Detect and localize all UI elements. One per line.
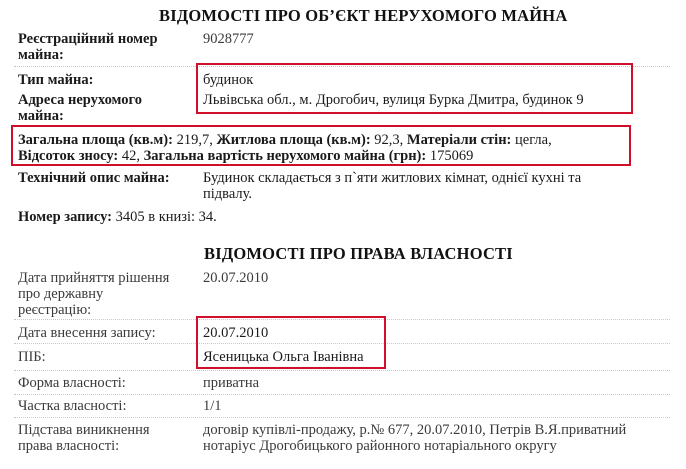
ownership-form-label: Форма власності: bbox=[18, 375, 126, 391]
living-area-value: 92,3, bbox=[374, 132, 404, 148]
entry-date-label: Дата внесення запису: bbox=[18, 325, 156, 341]
decision-date-value: 20.07.2010 bbox=[203, 270, 269, 286]
entry-date-value: 20.07.2010 bbox=[203, 325, 269, 341]
property-type-label: Тип майна: bbox=[18, 72, 94, 88]
reg-number-label-cont: майна: bbox=[18, 47, 64, 63]
tech-desc-label: Технічний опис майна: bbox=[18, 170, 170, 186]
ownership-share-value: 1/1 bbox=[203, 398, 222, 414]
address-value: Львівська обл., м. Дрогобич, вулиця Бурка Дмитра, будинок 9 bbox=[203, 92, 584, 108]
property-type-value: будинок bbox=[203, 72, 254, 88]
address-label-cont: майна: bbox=[18, 108, 64, 124]
row-divider bbox=[14, 417, 670, 418]
record-number-value: 3405 в книзі: 34. bbox=[115, 209, 217, 225]
ownership-form-value: приватна bbox=[203, 375, 260, 391]
record-number-label: Номер запису: bbox=[18, 209, 112, 225]
decision-date-label: Дата прийняття рішення bbox=[18, 270, 170, 286]
total-area-label: Загальна площа (кв.м): bbox=[18, 132, 173, 148]
decision-date-label-cont: про державну bbox=[18, 286, 104, 302]
basis-label: Підстава виникнення bbox=[18, 422, 150, 438]
row-divider bbox=[14, 370, 670, 371]
basis-value-cont: нотаріус Дрогобицького районного нотаріального округу bbox=[203, 438, 557, 454]
ownership-section-title: ВІДОМОСТІ ПРО ПРАВА ВЛАСНОСТІ bbox=[204, 244, 513, 263]
owner-name-label: ПІБ: bbox=[18, 349, 46, 365]
decision-date-label-cont2: реєстрацію: bbox=[18, 302, 92, 318]
row-divider bbox=[14, 394, 670, 395]
address-label: Адреса нерухомого bbox=[18, 92, 142, 108]
ownership-share-label: Частка власності: bbox=[18, 398, 127, 414]
record-number-line bbox=[18, 209, 217, 225]
highlight-box-type-address bbox=[196, 63, 633, 114]
owner-name-value: Ясеницька Ольга Іванівна bbox=[203, 349, 364, 365]
reg-number-label: Реєстраційний номер bbox=[18, 31, 158, 47]
basis-value: договір купівлі-продажу, р.№ 677, 20.07.2010, Петрів В.Я.приватний bbox=[203, 422, 627, 438]
property-section-title: ВІДОМОСТІ ПРО ОБ’ЄКТ НЕРУХОМОГО МАЙНА bbox=[159, 6, 568, 25]
reg-number-value: 9028777 bbox=[203, 31, 254, 47]
highlight-box-owner bbox=[196, 316, 386, 369]
total-area-value: 219,7, bbox=[176, 132, 213, 148]
basis-label-cont: права власності: bbox=[18, 438, 120, 454]
wear-label: Відсоток зносу: bbox=[18, 148, 119, 164]
wear-value: 42, bbox=[121, 148, 141, 164]
tech-desc-value-cont: підвалу. bbox=[203, 186, 253, 202]
tech-desc-value: Будинок складається з п`яти житлових кімнат, однієї кухні та bbox=[203, 170, 582, 186]
walls-label: Матеріали стін: bbox=[406, 132, 512, 148]
living-area-label: Житлова площа (кв.м): bbox=[216, 132, 371, 148]
walls-value: цегла, bbox=[515, 132, 552, 148]
highlight-box-area bbox=[11, 125, 631, 166]
total-cost-value: 175069 bbox=[429, 148, 474, 164]
total-cost-label: Загальна вартість нерухомого майна (грн): bbox=[143, 148, 427, 164]
